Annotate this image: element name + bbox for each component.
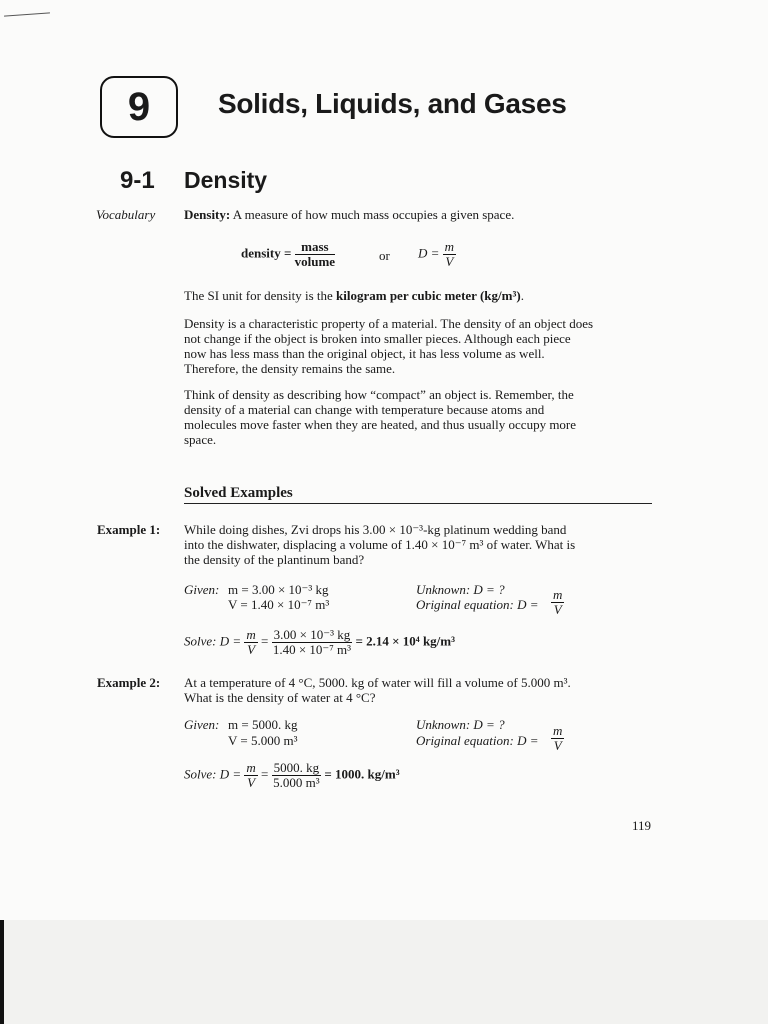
example-1-solution: Solve: D = $\frac{m}{V}$ = $\frac{\text{3.00 × 10⁻³ kg}}{\text{1.40 × 10⁻⁷ m³}}$ = 2.14 × 10⁴ kg/m³: [184, 627, 456, 657]
solve-numerator: 3.00 × 10⁻³ kg: [273, 627, 351, 642]
example-2-solution: Solve: D = $\frac{m}{V}$ = $\frac{5000. kg}{\text{5.000 m³}}$ = 1000. kg/m³: [184, 760, 400, 790]
pencil-mark: [4, 12, 50, 16]
vocabulary-term: Density:: [184, 207, 231, 222]
example-1-problem: [184, 522, 650, 567]
problem-line: into the dishwater, displacing a volume of 1.40 × 10⁻⁷ m³ of water. What is: [184, 537, 576, 552]
problem-line: What is the density of water at 4 °C?: [184, 690, 376, 705]
problem-line: While doing dishes, Zvi drops his 3.00 × 10⁻³-kg platinum wedding band: [184, 522, 567, 537]
density-formula: [241, 240, 335, 269]
formula-alt-fraction: [443, 240, 456, 269]
example-1-eq-fraction: [551, 588, 564, 617]
example-1-label: Example 1:: [97, 522, 161, 537]
solve-m: m: [246, 627, 256, 642]
formula-alt-lhs: D =: [418, 245, 440, 261]
formula-alt-denominator: V: [445, 254, 454, 269]
eq-numerator: m: [553, 723, 563, 738]
scan-edge-mark: [0, 920, 4, 1024]
paragraph-line: now has less mass than the original object, it has less volume as well.: [184, 346, 545, 361]
example-1-original-equation: Original equation: D =: [416, 597, 539, 612]
density-paragraph-1: [184, 316, 650, 376]
solve-label: Solve: D =: [184, 766, 242, 782]
solve-denominator: 5.000 m³: [273, 775, 320, 790]
vocabulary-definition: [184, 207, 650, 222]
example-2-eq-fraction: [551, 724, 564, 753]
example-1-unknown: Unknown: D = ?: [416, 582, 505, 597]
paragraph-line: Density is a characteristic property of a material. The density of an object does: [184, 316, 594, 331]
example-2-unknown: Unknown: D = ?: [416, 717, 505, 732]
solve-m: m: [246, 760, 256, 775]
density-formula-symbolic: [418, 240, 456, 269]
si-unit-prefix: The SI unit for density is the: [184, 288, 333, 303]
paragraph-line: molecules move faster when they are heated, and thus usually occupy more: [184, 417, 577, 432]
eq-denominator: V: [553, 602, 562, 617]
eq-numerator: m: [553, 587, 563, 602]
solve-denominator: 1.40 × 10⁻⁷ m³: [272, 642, 352, 657]
solve-numerator: 5000. kg: [273, 760, 320, 775]
formula-denominator: volume: [294, 254, 336, 269]
example-2-given-volume: V = 5.000 m³: [228, 733, 298, 748]
density-paragraph-2: [184, 387, 650, 447]
si-unit-statement: [184, 288, 650, 303]
example-1-given-mass: m = 3.00 × 10⁻³ kg: [228, 582, 329, 597]
section-title: Density: [184, 167, 268, 193]
example-2-label: Example 2:: [97, 675, 161, 690]
solve-result: = 2.14 × 10⁴ kg/m³: [355, 633, 456, 649]
paragraph-line: Think of density as describing how “compact” an object is. Remember, the: [184, 387, 574, 402]
solve-label: Solve: D =: [184, 633, 242, 649]
paragraph-line: space.: [184, 432, 217, 447]
problem-line: At a temperature of 4 °C, 5000. kg of water will fill a volume of 5.000 m³.: [184, 675, 571, 690]
vocabulary-text: A measure of how much mass occupies a given space.: [232, 207, 515, 222]
solve-result: = 1000. kg/m³: [324, 766, 400, 782]
example-2-original-equation: Original equation: D =: [416, 733, 539, 748]
example-1-given-label: Given:: [184, 582, 220, 597]
formula-lhs: density =: [241, 245, 292, 261]
chapter-number-badge: [100, 76, 178, 138]
si-unit-name: kilogram per cubic meter (kg/m³): [336, 288, 521, 303]
heading-rule: [184, 503, 652, 504]
solved-examples-heading: Solved Examples: [184, 485, 293, 501]
eq-denominator: V: [553, 738, 562, 753]
vocabulary-label: Vocabulary: [96, 207, 156, 222]
example-2-problem: [184, 675, 650, 705]
paragraph-line: density of a material can change with temperature because atoms and: [184, 402, 545, 417]
formula-fraction: [295, 240, 335, 269]
example-2-given-mass: m = 5000. kg: [228, 717, 298, 732]
solve-v: V: [247, 642, 256, 657]
formula-or: or: [379, 248, 390, 263]
formula-alt-numerator: m: [444, 239, 455, 254]
solve-v: V: [247, 775, 256, 790]
example-1-given-volume: V = 1.40 × 10⁻⁷ m³: [228, 597, 330, 612]
problem-line: the density of the plantinum band?: [184, 552, 365, 567]
example-2-given-label: Given:: [184, 717, 220, 732]
section-number: 9-1: [120, 167, 155, 194]
page-number: 119: [632, 818, 652, 833]
paragraph-line: Therefore, the density remains the same.: [184, 361, 396, 376]
chapter-number: 9: [127, 84, 151, 129]
formula-numerator: mass: [295, 240, 335, 255]
chapter-title: Solids, Liquids, and Gases: [218, 88, 567, 119]
paragraph-line: not change if the object is broken into smaller pieces. Although each piece: [184, 331, 571, 346]
si-unit-suffix: .: [520, 288, 524, 303]
